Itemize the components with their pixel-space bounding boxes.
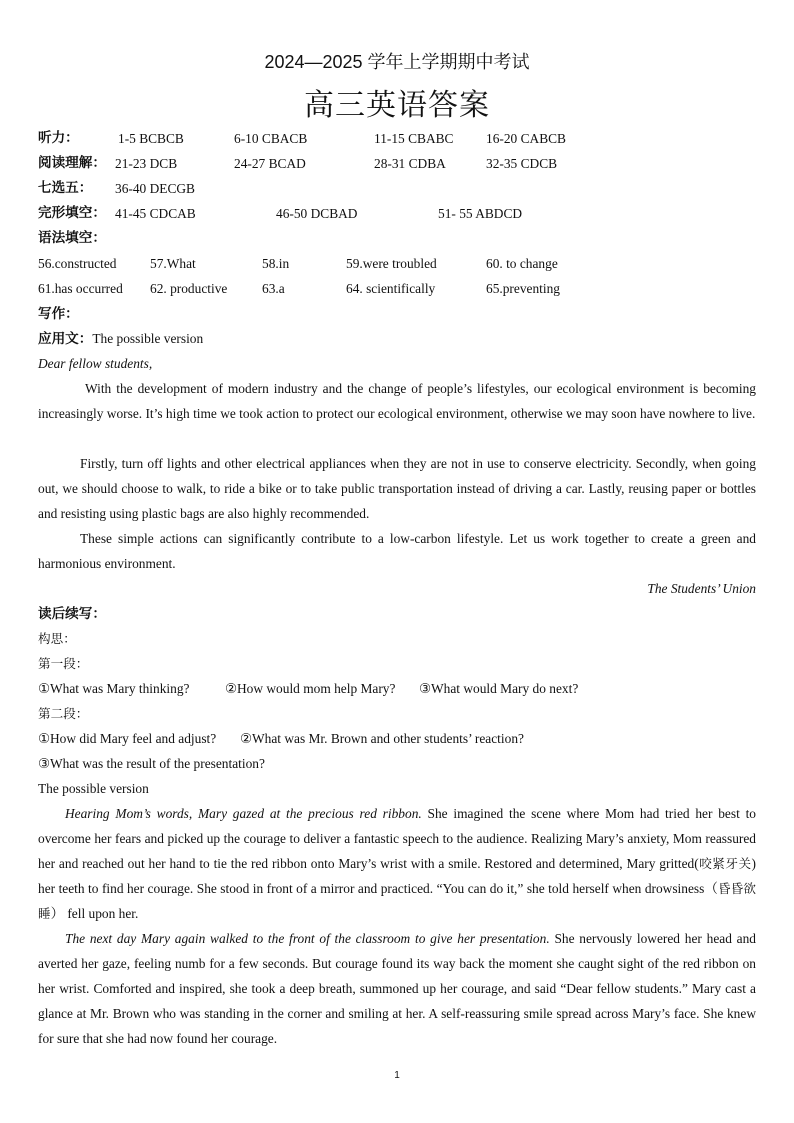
- story-paragraph-2: [38, 926, 756, 1051]
- chinese-gloss: 咬紧牙关: [698, 856, 752, 871]
- answer-group: 46-50 DCBAD: [276, 206, 358, 221]
- seven-choose-five-label: 七选五：: [38, 180, 93, 196]
- answer-group: 1-5 BCBCB: [118, 131, 184, 146]
- paragraph-lead-sentence: The next day Mary again walked to the front of the classroom to give her presentation.: [65, 931, 550, 946]
- answer-group: 21-23 DCB: [115, 156, 178, 171]
- page-number: 1: [394, 1070, 400, 1081]
- letter-signature: The Students’ Union: [647, 581, 756, 596]
- grammar-answer: 57.What: [150, 256, 196, 271]
- answer-group: 36-40 DECGB: [115, 181, 195, 196]
- grammar-answer: 63.a: [262, 281, 285, 296]
- grammar-answer: 62. productive: [150, 281, 228, 296]
- letter-paragraph-3: These simple actions can significantly contribute to a low-carbon lifestyle. Let us work together to create a green and harmonious environment.: [38, 531, 756, 571]
- grammar-answer: 65.preventing: [486, 281, 561, 296]
- possible-version-label: The possible version: [38, 781, 149, 796]
- guide-question: ③What was the result of the presentation?: [38, 756, 265, 771]
- answer-group: 6-10 CBACB: [234, 131, 308, 146]
- story-paragraph-1: [38, 801, 756, 926]
- story-text: ） fell upon her.: [50, 906, 139, 921]
- salutation: Dear fellow students,: [38, 356, 153, 371]
- answer-group: 16-20 CABCB: [486, 131, 566, 146]
- writing-label-row: [38, 301, 756, 327]
- story-text: She nervously lowered her head and averted her gaze, feeling numb for a few seconds. But courage found its way back the moment she caught sight of the red ribbon on her wrist. Comforted and inspired, she took a deep breath, summoned up her courage, and said “Dear fellow students.” Mary cast a glance at Mr. Brown who was standing in the corner and smiling at her. A self-reassuring smile spread across Mary’s face. She knew for sure that she had now found her courage.: [38, 931, 756, 1046]
- grammar-answer: 56.constructed: [38, 256, 117, 271]
- guide-question: ③What would Mary do next?: [419, 681, 579, 696]
- guide-question: ①How did Mary feel and adjust?: [38, 731, 217, 746]
- writing-label: 写作：: [38, 306, 79, 322]
- paragraph-lead-sentence: Hearing Mom’s words, Mary gazed at the precious red ribbon.: [65, 806, 422, 821]
- letter-paragraph-1: With the development of modern industry and the change of people’s lifestyles, our ecological environment is becoming increasingly worse. It’s high time we took action to protect our ecological environment, otherwise we may soon have nowhere to live.: [38, 381, 756, 421]
- answer-group: 28-31 CDBA: [374, 156, 446, 171]
- story-text: ) her teeth to find her courage. She stood in front of a mirror and practiced. “You can do it,” she told herself when drowsiness（: [38, 856, 757, 896]
- continuation-label-row: [38, 601, 756, 627]
- grammar-label: 语法填空：: [38, 230, 106, 246]
- practical-writing-row: [38, 326, 756, 352]
- letter-paragraph-2: Firstly, turn off lights and other electrical appliances when they are not in use to conserve electricity. Secondly, when going out, we should choose to walk, to ride a bike or to take public transportation instead of driving a car. Lastly, reusing paper or bottles and resisting using plastic bags are also highly recommended.: [38, 456, 756, 521]
- answer-key-title: 高三英语答案: [304, 88, 490, 123]
- grammar-answer: 61.has occurred: [38, 281, 123, 296]
- answer-group: 41-45 CDCAB: [115, 206, 196, 221]
- chinese-gloss: 昏昏欲睡: [38, 881, 756, 921]
- grammar-answer: 59.were troubled: [346, 256, 437, 271]
- possible-version-label: The possible version: [92, 331, 204, 346]
- listening-label: 听力：: [38, 130, 79, 146]
- exam-title: 2024—2025 学年上学期期中考试: [264, 52, 530, 72]
- reading-label: 阅读理解：: [38, 155, 106, 171]
- cloze-label: 完形填空：: [38, 205, 106, 221]
- paragraph-1-label: 第一段：: [38, 656, 89, 671]
- grammar-answer: 58.in: [262, 256, 290, 271]
- practical-writing-label: 应用文：: [38, 331, 93, 347]
- answer-group: 32-35 CDCB: [486, 156, 558, 171]
- guide-question: ②How would mom help Mary?: [225, 681, 396, 696]
- grammar-answer: 64. scientifically: [346, 281, 436, 296]
- continuation-writing-label: 读后续写：: [38, 606, 106, 622]
- idea-label: 构思：: [38, 631, 76, 646]
- answer-group: 11-15 CBABC: [374, 131, 454, 146]
- paragraph-2-label: 第二段：: [38, 706, 89, 721]
- guide-question: ②What was Mr. Brown and other students’ reaction?: [240, 731, 524, 746]
- guide-question: ①What was Mary thinking?: [38, 681, 190, 696]
- answer-group: 24-27 BCAD: [234, 156, 306, 171]
- grammar-answer: 60. to change: [486, 256, 558, 271]
- story-text: She imagined the scene where Mom had tried her best to overcome her fears and picked up the courage to deliver a fantastic speech to the audience. Realizing Mary’s anxiety, Mom reassured her and reached out her hand to tie the red ribbon onto Mary’s wrist with a smile. Restored and determined, Mary gritted(: [38, 806, 756, 871]
- answer-group: 51- 55 ABDCD: [438, 206, 523, 221]
